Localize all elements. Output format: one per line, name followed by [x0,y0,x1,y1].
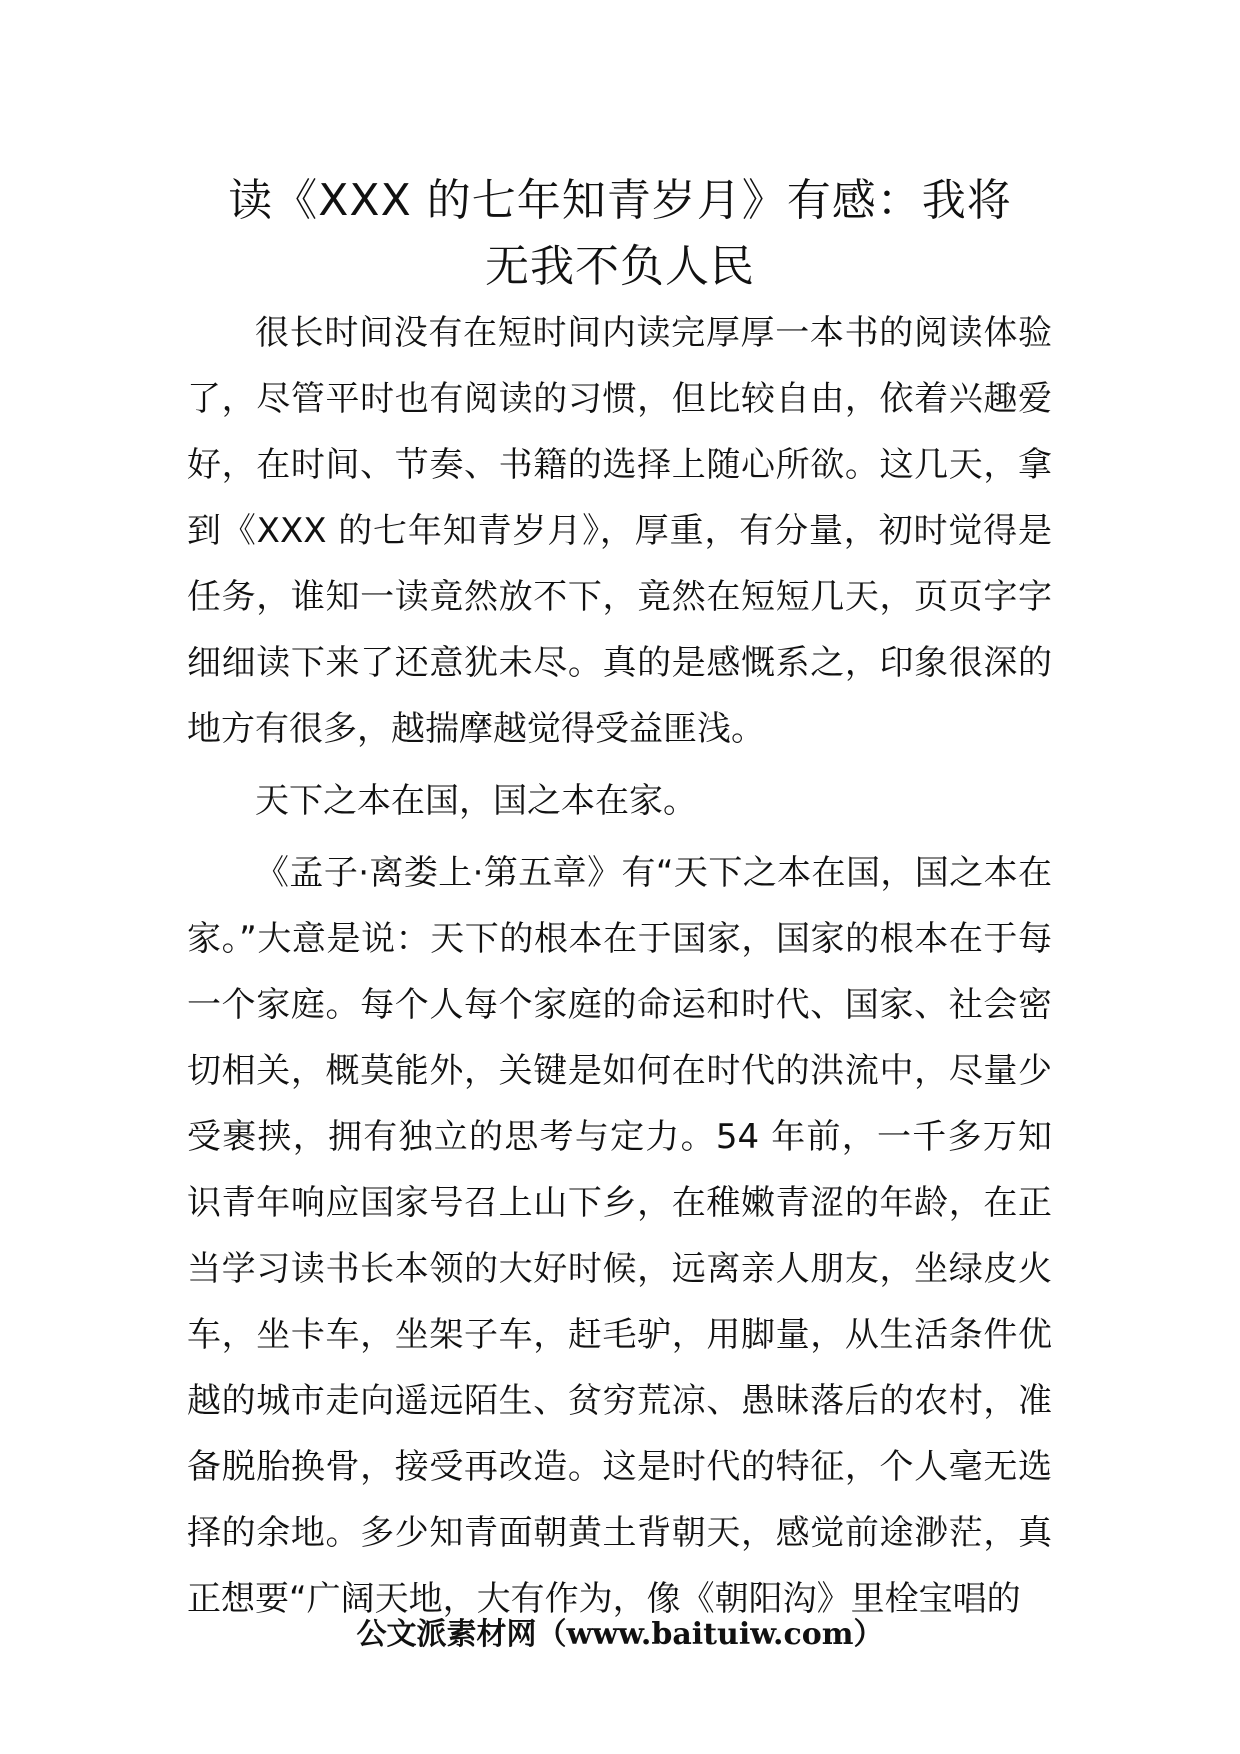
title-line-2: 无我不负人民 [485,241,755,292]
document-title [0,168,1240,300]
paragraph-subheading: 天下之本在国，国之本在家。 [255,781,697,821]
document-body [187,300,1052,1632]
paragraph-intro: 很长时间没有在短时间内读完厚厚一本书的阅读体验了，尽管平时也有阅读的习惯，但比较自由，依着兴趣爱好，在时间、节奏、书籍的选择上随心所欲。这几天，拿到《XXX 的七年知青岁月》，厚重，有分量，初时觉得是任务，谁知一读竟然放不下，竟然在短短几天，页页字字细细读下来了还意犹未尽。真的是感慨系之，印象很深的地方有很多，越揣摩越觉得受益匪浅。 [187,313,1052,749]
paragraph-mencius: 《孟子·离娄上·第五章》有“天下之本在国，国之本在家。”大意是说：天下的根本在于国家，国家的根本在于每一个家庭。每个人每个家庭的命运和时代、国家、社会密切相关，概莫能外，关键是如何在时代的洪流中，尽量少受裹挟，拥有独立的思考与定力。54 年前，一千多万知识青年响应国家号召上山下乡，在稚嫩青涩的年龄，在正当学习读书长本领的大好时候，远离亲人朋友，坐绿皮火车，坐卡车，坐架子车，赶毛驴，用脚量，从生活条件优越的城市走向遥远陌生、贫穷荒凉、愚昧落后的农村，准备脱胎换骨，接受再改造。这是时代的特征，个人毫无选择的余地。多少知青面朝黄土背朝天，感觉前途渺茫，真正想要“广阔天地，大有作为，像《朝阳沟》里栓宝唱的 [187,853,1052,1619]
page-footer: 公文派素材网（www.baituiw.com） [356,1617,884,1652]
title-line-1: 读《XXX 的七年知青岁月》有感：我将 [228,175,1012,226]
